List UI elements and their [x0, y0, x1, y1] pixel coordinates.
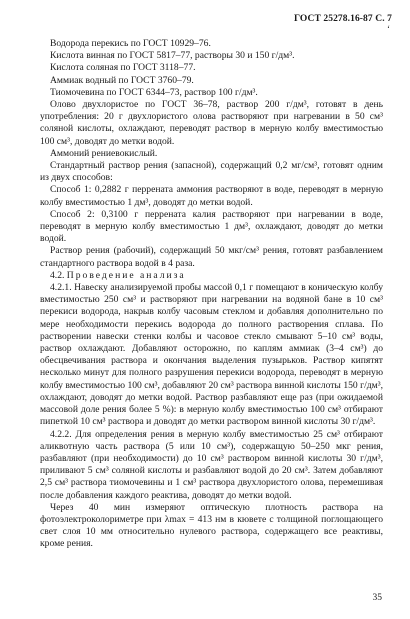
- section-title: Проведение анализа: [66, 269, 186, 281]
- reagent-paragraph: Стандартный раствор рения (запасной), содержащий 0,2 мг/см³, готовят одним из двух способов:: [40, 160, 383, 184]
- reagent-paragraph: Раствор рения (рабочий), содержащий 50 мкг/см³ рения, готовят разбавлением стандартного раствора водой в 4 раза.: [40, 245, 383, 269]
- page-header: ГОСТ 25278.16-87 С. 7: [293, 14, 392, 24]
- reagent-line: Аммоний рениевокислый.: [50, 147, 158, 159]
- reagent-line: Кислота соляная по ГОСТ 3118–77.: [50, 62, 196, 74]
- procedure-paragraph: 4.2.1. Навеску анализируемой пробы массой 0,1 г помещают в коническую колбу вместимостью 250 см³ и растворяют при нагревании на водяной бане в 10 см³ перекиси водорода, накрыв колбу часовым стеклом и добавляя дополнительно по мере необходимости перекись водорода до полного растворения сплава. По растворении навески стенки колбы и часовое стекло смывают 5–10 см³ воды, раствор охлаждают. Добавляют осторожно, по каплям аммиак (3–4 см³) до обесцвечивания раствора и окончания выделения пузырьков. Раствор кипятят несколько минут для полного разрушения перекиси водорода, переводят в мерную колбу вместимостью 100 см³, добавляют 20 см³ раствора винной кислоты 150 г/дм³, охлаждают, доводят до метки водой. Раствор разбавляют еще раз (при ожидаемой массовой доле рения более 5 %): в мерную колбу вместимостью 100 см³ отбирают пипеткой 10 см³ раствора и доводят до метки раствором винной кислоты 30 г/дм³.: [40, 282, 383, 428]
- margin-mark: ‘: [387, 24, 390, 34]
- reagent-line: Кислота винная по ГОСТ 5817–77, растворы 30 и 150 г/дм³.: [50, 50, 295, 62]
- procedure-paragraph: Через 40 мин измеряют оптическую плотность раствора на фотоэлектроколориметре при λmax = 413 нм в кювете с толщиной поглощающего свет слоя 10 мм относительно нулевого раствора, содержащего все реактивы, кроме рения.: [40, 501, 383, 550]
- section-heading: [40, 270, 383, 282]
- reagent-line: Тиомочевина по ГОСТ 6344–73, раствор 100 г/дм³.: [50, 86, 258, 98]
- method-paragraph: Способ 1: 0,2882 г перрената аммония растворяют в воде, переводят в мерную колбу вместимостью 1 дм³, доводят до метки водой.: [40, 184, 383, 208]
- reagent-paragraph: Олово двухлористое по ГОСТ 36–78, раствор 200 г/дм³, готовят в день употребления: 20 г двухлористого олова растворяют при нагревании в 50 см³ соляной кислоты, охлаждают, переводят раствор в мерную колбу вместимостью 100 см³, доводят до метки водой.: [40, 99, 383, 147]
- procedure-paragraph: 4.2.2. Для определения рения в мерную колбу вместимостью 25 см³ отбирают аликвотную часть раствора (5 или 10 см³), содержащую 50–250 мкг рения, разбавляют (при необходимости) до 10 см³ раствором винной кислоты 30 г/дм³, приливают 5 см³ соляной кислоты и разбавляют водой до 20 см³. Затем добавляют 2,5 см³ раствора тиомочевины и 1 см³ раствора двухлористого олова, перемешивая после добавления каждого реактива, доводят до метки водой.: [40, 428, 383, 501]
- reagent-line: Аммиак водный по ГОСТ 3760–79.: [50, 74, 194, 86]
- method-paragraph: Способ 2: 0,3100 г перрената калия растворяют при нагревании в воде, переводят в мерную колбу вместимостью 1 дм³, охлаждают, доводят до метки водой.: [40, 208, 383, 245]
- page-number: 35: [372, 593, 382, 603]
- section-number: 4.2.: [50, 269, 65, 281]
- reagent-line: Водорода перекись по ГОСТ 10929–76.: [50, 38, 211, 49]
- document-body: [40, 38, 383, 551]
